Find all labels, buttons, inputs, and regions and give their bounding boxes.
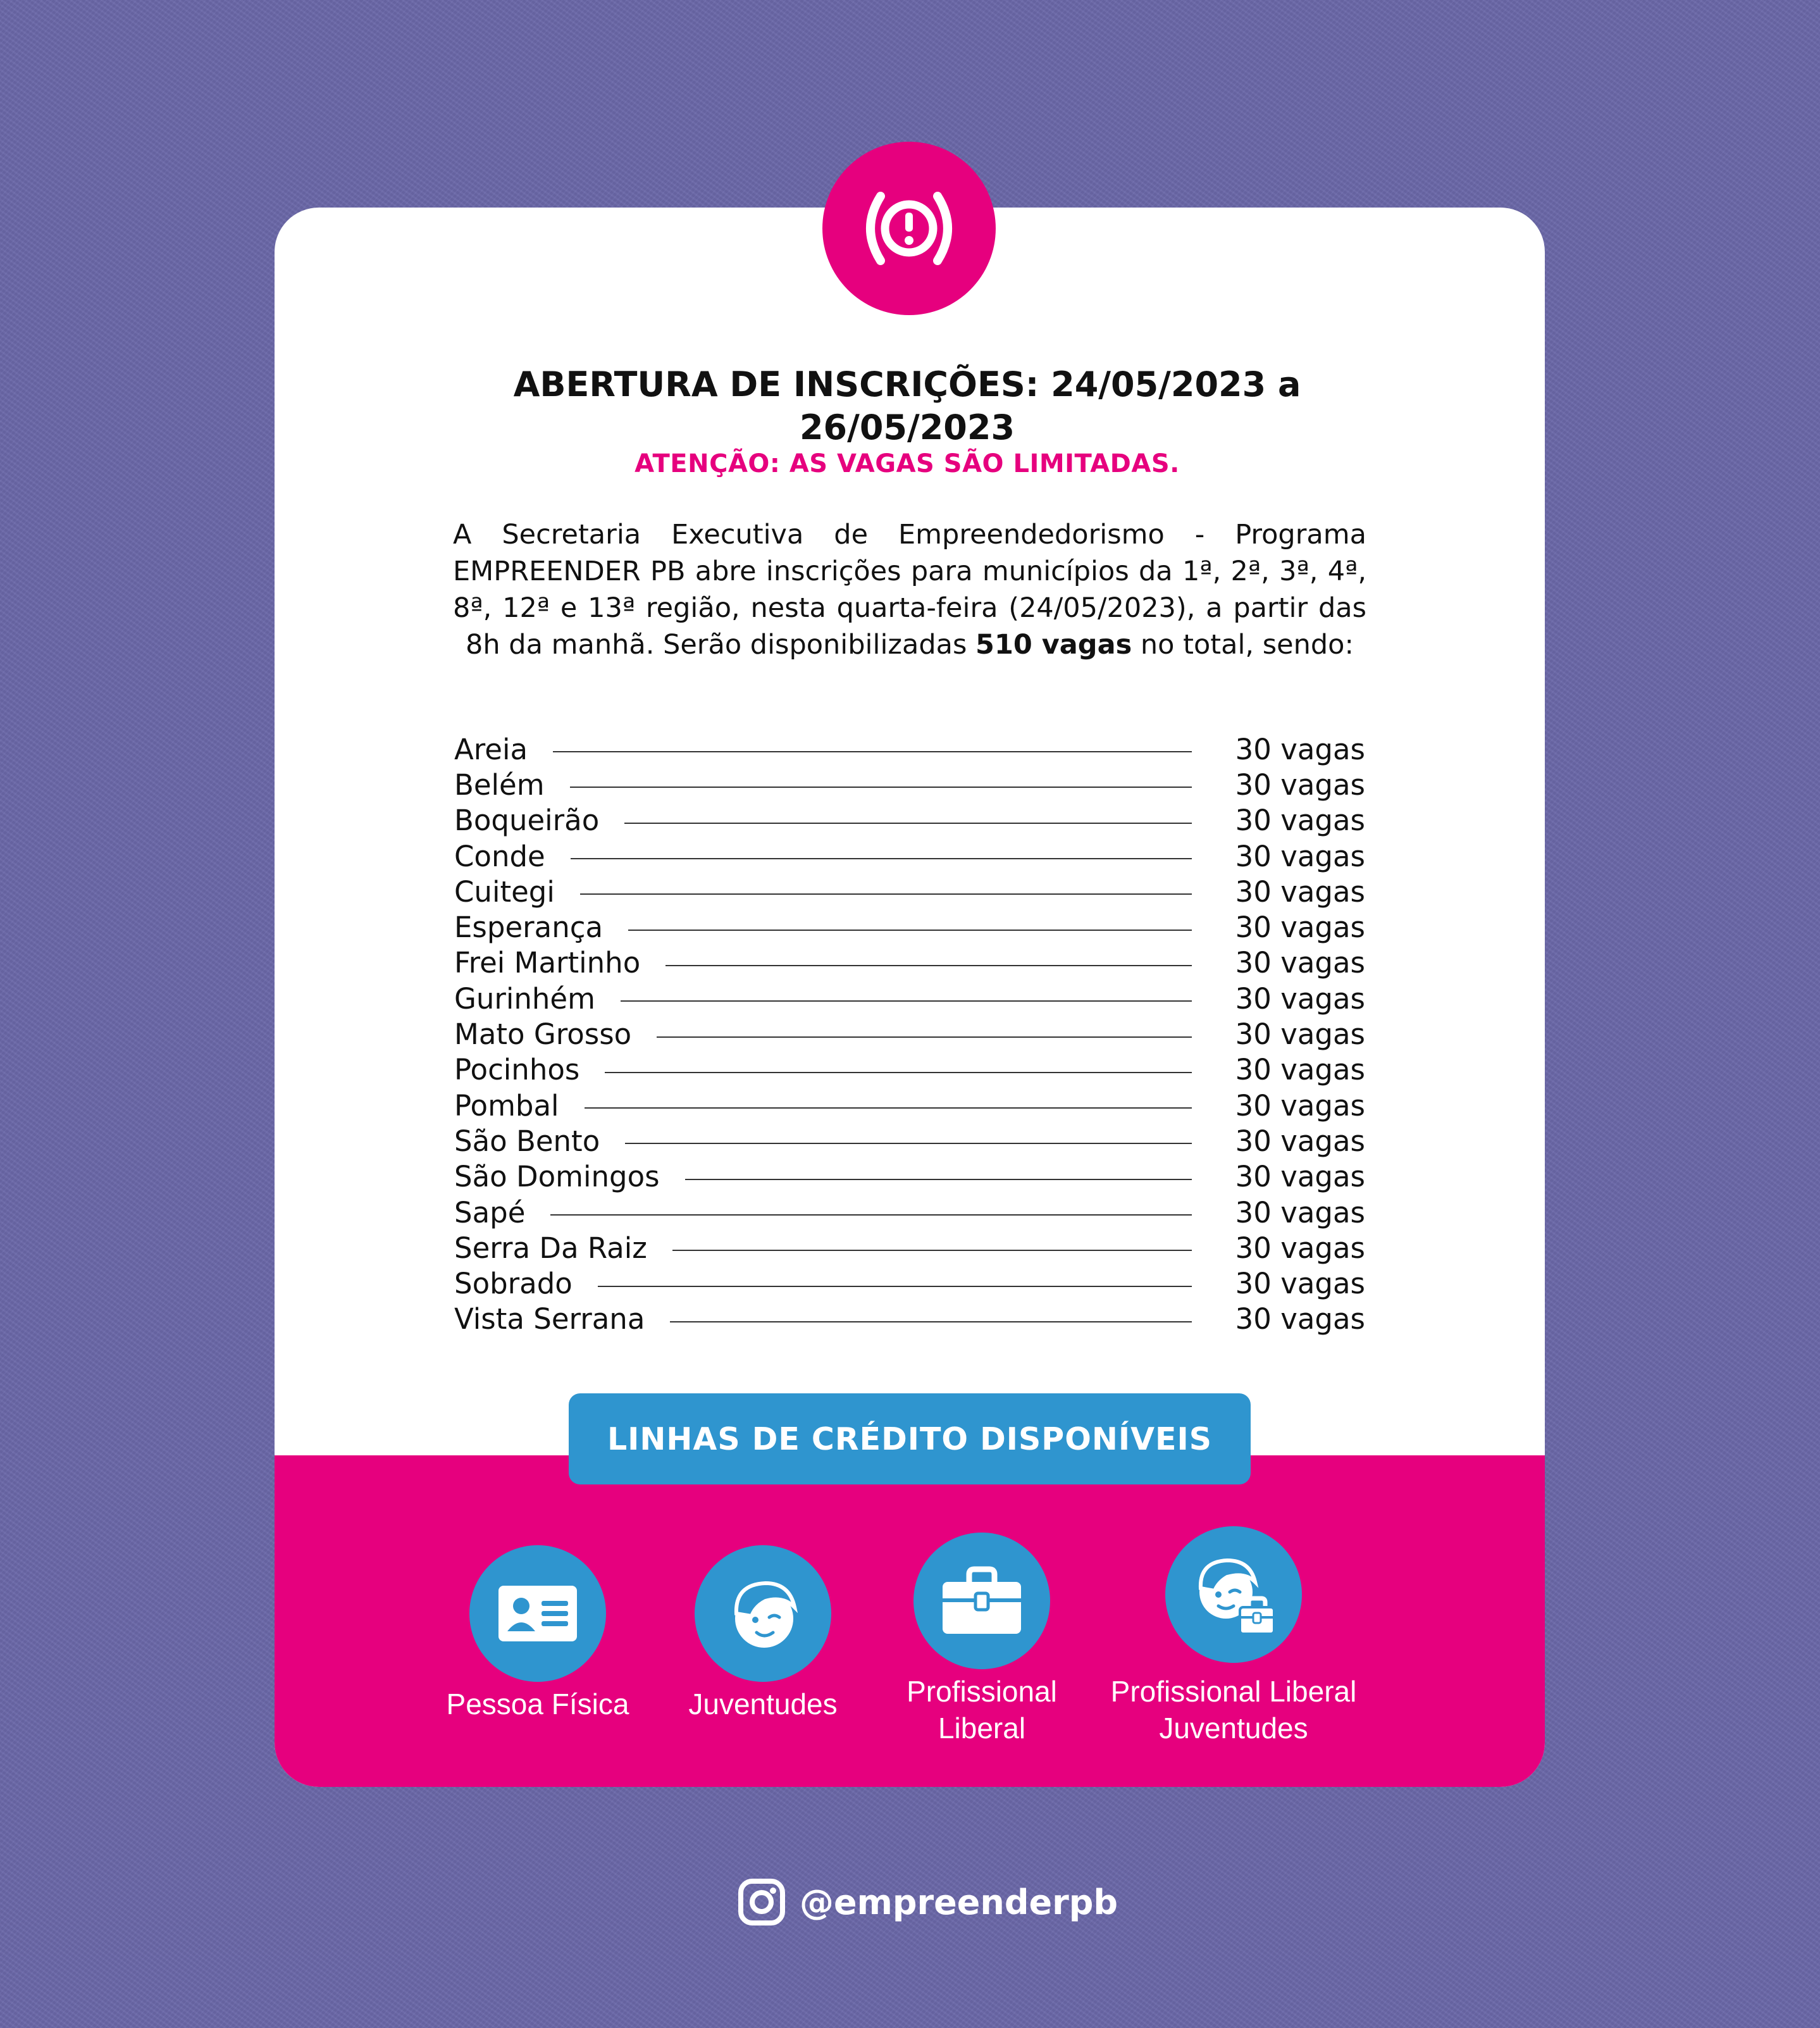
credit-line-label-line1: Juventudes <box>688 1688 838 1720</box>
leader-line <box>621 1000 1192 1002</box>
leader-line <box>628 930 1192 931</box>
city-name: Mato Grosso <box>454 1017 632 1052</box>
vagas-count: 30 vagas <box>1235 981 1365 1016</box>
id-card-icon <box>469 1545 606 1682</box>
leader-line <box>685 1179 1192 1180</box>
list-item <box>454 1302 1365 1337</box>
city-name: Pombal <box>454 1088 559 1123</box>
leader-line <box>580 893 1192 895</box>
vagas-count: 30 vagas <box>1235 1195 1365 1229</box>
city-name: Belém <box>454 768 545 802</box>
list-item <box>454 981 1365 1016</box>
vagas-count: 30 vagas <box>1235 1302 1365 1336</box>
leader-line <box>550 1214 1192 1216</box>
list-item <box>454 945 1365 981</box>
instagram-handle: @empreenderpb <box>800 1882 1118 1922</box>
leader-line <box>585 1107 1192 1109</box>
list-item <box>454 838 1365 874</box>
list-item <box>454 1088 1365 1123</box>
vagas-count: 30 vagas <box>1235 732 1365 766</box>
vagas-list <box>454 731 1365 1337</box>
city-name: Gurinhém <box>454 981 595 1016</box>
leader-line <box>665 965 1192 966</box>
leader-line <box>571 858 1192 859</box>
credit-line-label-line1: Profissional Liberal <box>1110 1675 1357 1708</box>
vagas-count: 30 vagas <box>1235 1267 1365 1301</box>
leader-line <box>670 1321 1192 1322</box>
intro-text-after: no total, sendo: <box>1132 629 1354 661</box>
list-item <box>454 1123 1365 1159</box>
city-name: Areia <box>454 732 528 766</box>
city-name: Serra Da Raiz <box>454 1231 647 1265</box>
leader-line <box>657 1036 1192 1038</box>
city-name: São Bento <box>454 1124 600 1158</box>
credit-line-label <box>1075 1673 1392 1746</box>
credit-lines-button[interactable]: LINHAS DE CRÉDITO DISPONÍVEIS <box>569 1393 1251 1484</box>
list-item <box>454 767 1365 802</box>
vagas-count: 30 vagas <box>1235 1160 1365 1194</box>
vagas-count: 30 vagas <box>1235 804 1365 838</box>
city-name: Sapé <box>454 1195 526 1229</box>
credit-line-label-line2: Liberal <box>938 1712 1026 1745</box>
leader-line <box>625 1143 1192 1144</box>
vagas-count: 30 vagas <box>1235 911 1365 945</box>
city-name: Sobrado <box>454 1267 573 1301</box>
intro-paragraph <box>453 516 1366 663</box>
city-name: São Domingos <box>454 1160 660 1194</box>
briefcase-icon <box>913 1533 1050 1669</box>
list-item <box>454 1266 1365 1301</box>
warning-text: ATENÇÃO: AS VAGAS SÃO LIMITADAS. <box>635 449 1180 478</box>
young-person-icon <box>695 1545 831 1682</box>
page-title: ABERTURA DE INSCRIÇÕES: 24/05/2023 a 26/05/2023 <box>513 364 1301 447</box>
list-item <box>454 874 1365 909</box>
credit-line-profissional-liberal-juventudes[interactable] <box>1075 1526 1392 1773</box>
vagas-count: 30 vagas <box>1235 946 1365 980</box>
vagas-count: 30 vagas <box>1235 1231 1365 1265</box>
instagram-icon <box>738 1878 786 1926</box>
city-name: Conde <box>454 839 545 873</box>
intro-highlight: 510 vagas <box>975 629 1132 661</box>
leader-line <box>570 787 1192 788</box>
intro-text-before: A Secretaria Executiva de Empreendedorismo - Programa EMPREENDER PB abre inscrições para municípios da 1ª, 2ª, 3ª, 4ª, 8ª, 12ª e 13ª região, nesta quarta-feira (24/05/2023), a partir das 8h da manhã. Serão disponibilizadas <box>453 519 1366 661</box>
leader-line <box>553 751 1192 752</box>
list-item <box>454 1230 1365 1266</box>
vagas-count: 30 vagas <box>1235 1124 1365 1158</box>
credit-line-label-line2: Juventudes <box>1159 1712 1308 1745</box>
city-name: Pocinhos <box>454 1053 580 1087</box>
city-name: Vista Serrana <box>454 1302 645 1336</box>
credit-line-label-line1: Profissional <box>907 1675 1057 1708</box>
list-item <box>454 1159 1365 1195</box>
vagas-count: 30 vagas <box>1235 1053 1365 1087</box>
instagram-link[interactable] <box>738 1877 1118 1927</box>
credit-line-label-line1: Pessoa Física <box>446 1688 629 1720</box>
leader-line <box>624 823 1192 824</box>
vagas-count: 30 vagas <box>1235 874 1365 909</box>
city-name: Boqueirão <box>454 804 600 838</box>
list-item <box>454 909 1365 945</box>
vagas-count: 30 vagas <box>1235 1017 1365 1052</box>
vagas-count: 30 vagas <box>1235 1088 1365 1123</box>
leader-line <box>605 1072 1192 1073</box>
alert-exclamation-icon <box>822 142 996 315</box>
list-item <box>454 1016 1365 1052</box>
list-item <box>454 1052 1365 1088</box>
city-name: Cuitegi <box>454 874 555 909</box>
list-item <box>454 731 1365 767</box>
leader-line <box>598 1286 1192 1287</box>
city-name: Frei Martinho <box>454 946 641 980</box>
vagas-count: 30 vagas <box>1235 839 1365 873</box>
vagas-count: 30 vagas <box>1235 768 1365 802</box>
young-person-briefcase-icon <box>1165 1526 1302 1663</box>
city-name: Esperança <box>454 911 604 945</box>
list-item <box>454 1195 1365 1230</box>
list-item <box>454 803 1365 838</box>
leader-line <box>672 1250 1192 1251</box>
